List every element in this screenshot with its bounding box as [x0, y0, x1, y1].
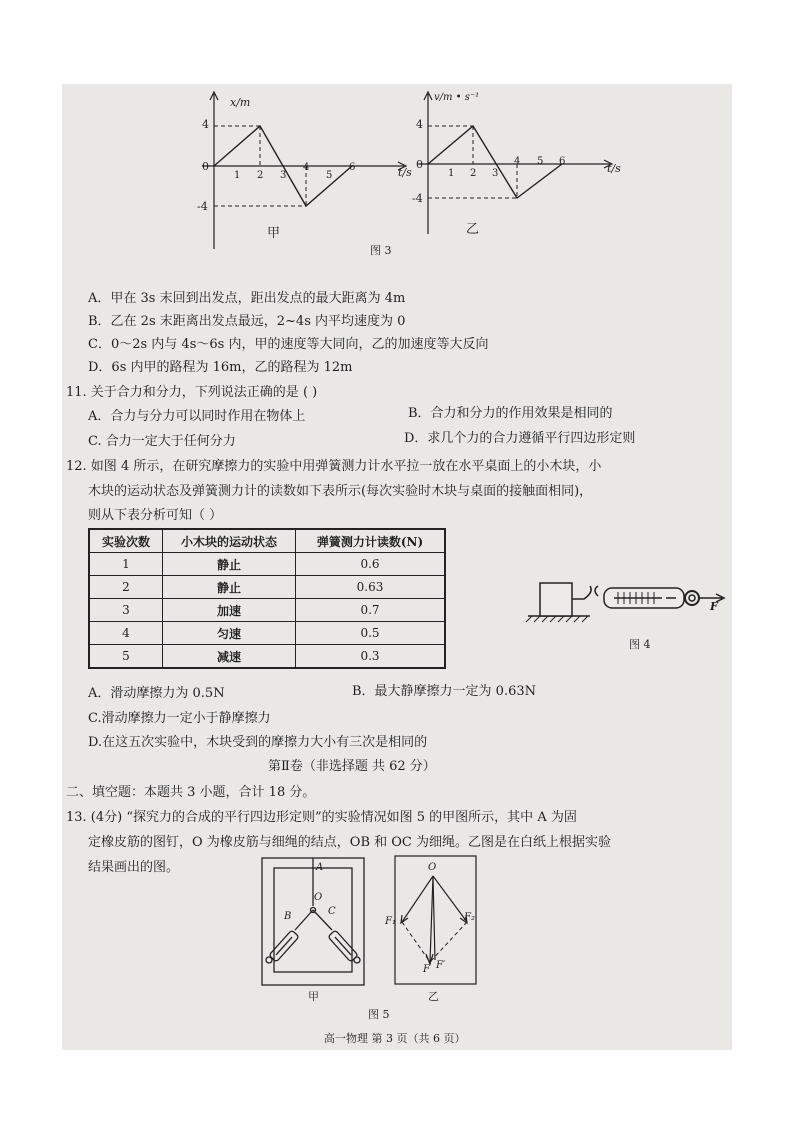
- cell-trial: 1: [89, 553, 163, 576]
- section2-heading: 二、填空题：本题共 3 小题，合计 18 分。: [66, 785, 316, 800]
- figure5b-caption: 乙: [428, 990, 439, 1003]
- graph-a-tick-y-neg4: -4: [197, 200, 208, 213]
- column-header-reading: 弹簧测力计读数(N): [296, 529, 446, 553]
- q12-option-a: A．滑动摩擦力为 0.5N: [88, 686, 225, 701]
- graph-a-tick-x-2: 2: [257, 170, 264, 181]
- graph-a-caption: 甲: [267, 226, 281, 241]
- figure5a-label-b: B: [284, 911, 292, 922]
- graph-a-tick-x-1: 1: [234, 170, 241, 181]
- figure5b-label-f1: F₁: [385, 916, 396, 927]
- graph-a-x-label: t/s: [398, 166, 412, 179]
- graph-a-tick-x-4: 4: [303, 162, 310, 173]
- cell-reading: 0.63: [296, 576, 446, 599]
- graph-b-tick-x-2: 2: [470, 168, 477, 179]
- graph-b-y-label: v/m • s⁻¹: [434, 92, 480, 103]
- figure5a-label-c: C: [328, 906, 336, 917]
- graph-b-caption: 乙: [466, 222, 480, 237]
- figure5b-label-o: O: [428, 862, 437, 873]
- q13-stem-line2: 定橡皮筋的图钉，O 为橡皮筋与细绳的结点，OB 和 OC 为细绳。乙图是在白纸上根据实验: [88, 835, 612, 850]
- q12-stem-line1: 12. 如图 4 所示，在研究摩擦力的实验中用弹簧测力计水平拉一放在水平桌面上的小木块，小: [66, 459, 602, 474]
- q11-option-c: C. 合力一定大于任何分力: [88, 434, 236, 449]
- graph-a-tick-x-6: 6: [349, 162, 356, 173]
- q13-stem-line3: 结果画出的图。: [88, 860, 180, 875]
- graph-b-tick-x-3: 3: [492, 168, 499, 179]
- q13-stem-line1: 13. (4分) “探究力的合成的平行四边形定则”的实验情况如图 5 的甲图所示，其中 A 为固: [66, 810, 577, 825]
- figure5a-label-a: A: [316, 862, 324, 873]
- graph-a-y-label: x/m: [230, 96, 251, 109]
- cell-reading: 0.7: [296, 599, 446, 622]
- graph-a-tick-x-5: 5: [326, 170, 333, 181]
- q11-stem: 11. 关于合力和分力，下列说法正确的是 ( ): [66, 385, 318, 400]
- q12-stem-line3: 则从下表分析可知（ ）: [88, 508, 223, 523]
- cell-trial: 4: [89, 622, 163, 645]
- cell-trial: 2: [89, 576, 163, 599]
- figure5a-label-o: O: [314, 892, 323, 903]
- cell-trial: 5: [89, 645, 163, 669]
- figure4-force-label: F: [710, 600, 718, 613]
- cell-reading: 0.5: [296, 622, 446, 645]
- figure5b-label-f2: F₂: [464, 912, 475, 923]
- q11-option-b: B．合力和分力的作用效果是相同的: [408, 406, 613, 421]
- cell-motion-state: 匀速: [163, 622, 296, 645]
- figure5b-label-f-prime: F′: [436, 960, 446, 971]
- graph-a-tick-y-4: 4: [202, 118, 209, 131]
- graph-a-tick-x-3: 3: [280, 170, 287, 181]
- q10-option-d: D．6s 内甲的路程为 16m，乙的路程为 12m: [88, 360, 353, 375]
- page-footer: 高一物理 第 3 页（共 6 页）: [324, 1032, 466, 1045]
- figure5-caption: 图 5: [368, 1008, 390, 1021]
- exam-page: [62, 84, 732, 1050]
- graph-b-tick-y-0: 0: [416, 158, 423, 171]
- graph-a-tick-y-0: 0: [202, 160, 209, 173]
- cell-motion-state: 静止: [163, 553, 296, 576]
- graph-b-tick-x-4: 4: [514, 156, 521, 167]
- q11-option-d: D．求几个力的合力遵循平行四边形定则: [404, 431, 636, 446]
- figure5b-label-f: F: [423, 964, 430, 975]
- figure5-force-parallelogram: [62, 84, 732, 1050]
- q12-option-d: D.在这五次实验中，木块受到的摩擦力大小有三次是相同的: [88, 735, 428, 750]
- q12-option-b: B．最大静摩擦力一定为 0.63N: [352, 684, 537, 699]
- graph-b-tick-y-4: 4: [416, 118, 423, 131]
- part2-title: 第Ⅱ卷（非选择题 共 62 分）: [268, 759, 436, 774]
- q12-option-c: C.滑动摩擦力一定小于静摩擦力: [88, 711, 271, 726]
- figure3-caption: 图 3: [370, 244, 392, 257]
- graph-b-x-label: t/s: [607, 162, 621, 175]
- column-header-motion-state: 小木块的运动状态: [163, 529, 296, 553]
- cell-trial: 3: [89, 599, 163, 622]
- figure5a-caption: 甲: [308, 990, 319, 1003]
- cell-motion-state: 静止: [163, 576, 296, 599]
- q12-stem-line2: 木块的运动状态及弹簧测力计的读数如下表所示(每次实验时木块与桌面的接触面相同)，: [88, 484, 593, 499]
- q10-option-c: C．0～2s 内与 4s～6s 内，甲的速度等大同向，乙的加速度等大反向: [88, 337, 489, 352]
- cell-reading: 0.3: [296, 645, 446, 669]
- graph-b-tick-x-1: 1: [448, 168, 455, 179]
- graph-b-tick-x-6: 6: [559, 156, 566, 167]
- q11-option-a: A．合力与分力可以同时作用在物体上: [88, 409, 306, 424]
- column-header-trial: 实验次数: [89, 529, 163, 553]
- figure4-caption: 图 4: [629, 638, 651, 651]
- cell-reading: 0.6: [296, 553, 446, 576]
- cell-motion-state: 加速: [163, 599, 296, 622]
- cell-motion-state: 减速: [163, 645, 296, 669]
- q10-option-b: B．乙在 2s 末距离出发点最远，2~4s 内平均速度为 0: [88, 314, 406, 329]
- graph-b-tick-x-5: 5: [537, 156, 544, 167]
- q10-option-a: A．甲在 3s 末回到出发点，距出发点的最大距离为 4m: [88, 291, 406, 306]
- graph-b-tick-y-neg4: -4: [412, 192, 423, 205]
